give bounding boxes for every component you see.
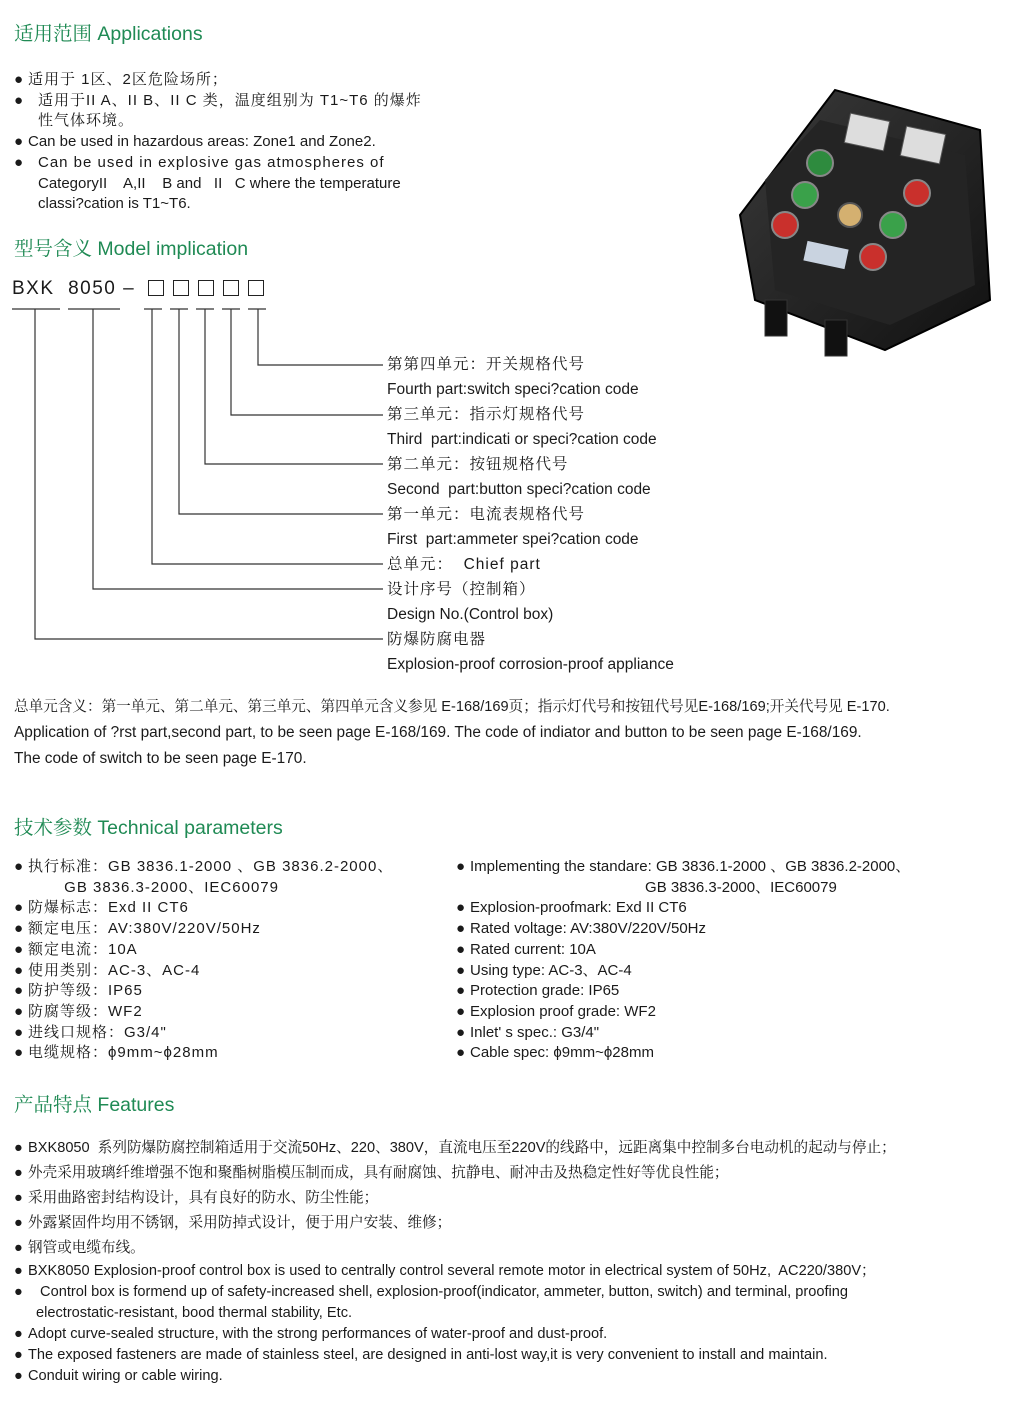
list-item: CategoryII A,II B and II C where the temperature	[38, 174, 401, 192]
technical-en-list	[456, 857, 1016, 1064]
label-first-cn: 第一单元：电流表规格代号	[387, 506, 586, 523]
cable-gland-icon	[765, 300, 787, 336]
list-item: ● Inlet' s spec.: G3/4"	[456, 1023, 600, 1041]
list-item: ● 额定电压：AV:380V/220V/50Hz	[14, 920, 261, 938]
label-appliance-en: Explosion-proof corrosion-proof appliance	[387, 656, 674, 673]
indicator-light-icon	[807, 150, 833, 176]
list-item: ● 采用曲路密封结构设计，具有良好的防水、防尘性能；	[14, 1190, 379, 1206]
label-fourth-cn: 第第四单元：开关规格代号	[387, 356, 586, 373]
list-item: ● Explosion-proofmark: Exd II CT6	[456, 899, 687, 917]
applications-list	[14, 70, 474, 215]
label-first-en: First part:ammeter spei?cation code	[387, 531, 639, 548]
applications-heading: 适用范围 Applications	[14, 23, 203, 45]
note-line: Application of ?rst part,second part, to be seen page E-168/169. The code of indiator and button to be seen page E-168/169.	[14, 724, 862, 741]
list-item: ● Explosion proof grade: WF2	[456, 1002, 656, 1020]
list-item: classi?cation is T1~T6.	[38, 195, 191, 213]
list-item: 性气体环境。	[38, 112, 135, 130]
list-item: ● 外露紧固件均用不锈钢，采用防掉式设计，便于用户安装、维修；	[14, 1215, 452, 1231]
green-button-icon	[792, 182, 818, 208]
list-item: ● Rated current: 10A	[456, 940, 596, 958]
list-item: ● 适用于II A、II B、II C 类，温度组别为 T1~T6 的爆炸	[14, 91, 422, 109]
note-line: 总单元含义：第一单元、第二单元、第三单元、第四单元含义参见 E-168/169页；指示灯代号和按钮代号见E-168/169;开关代号见 E-170.	[14, 699, 890, 715]
list-item: ● Can be used in hazardous areas: Zone1 and Zone2.	[14, 133, 376, 151]
list-item: ● Conduit wiring or cable wiring.	[14, 1368, 223, 1384]
list-item: ● 钢管或电缆布线。	[14, 1240, 145, 1256]
list-item: ● BXK8050 Explosion-proof control box is used to centrally control several remote motor in electrical system of 50Hz, AC220/380V；	[14, 1263, 876, 1279]
list-item: ● 外壳采用玻璃纤维增强不饱和聚酯树脂模压制而成，具有耐腐蚀、抗静电、耐冲击及热稳定性好等优良性能；	[14, 1165, 729, 1181]
list-item: ● The exposed fasteners are made of stainless steel, are designed in anti-lost way,it is very convenient to install and maintain.	[14, 1347, 828, 1363]
list-item: GB 3836.3-2000、IEC60079	[470, 878, 837, 896]
list-item: ● 防腐等级：WF2	[14, 1002, 143, 1020]
green-button-icon	[880, 212, 906, 238]
features-heading: 产品特点 Features	[14, 1094, 175, 1116]
label-fourth-en: Fourth part:switch speci?cation code	[387, 381, 639, 398]
list-item: ● Cable spec: ϕ9mm~ϕ28mm	[456, 1044, 654, 1062]
list-item: ● Can be used in explosive gas atmospheres of	[14, 153, 385, 171]
list-item: ● 执行标准：GB 3836.1-2000 、GB 3836.2-2000、	[14, 858, 394, 875]
model-heading: 型号含义 Model implication	[14, 238, 249, 260]
red-button-icon	[860, 244, 886, 270]
features-list	[14, 1136, 1019, 1387]
technical-cn-list	[14, 857, 444, 1064]
label-third-cn: 第三单元：指示灯规格代号	[387, 406, 586, 423]
list-item: ● BXK8050 系列防爆防腐控制箱适用于交流50Hz、220、380V，直流电压至220V的线路中，远距离集中控制多台电动机的起动与停止；	[14, 1140, 896, 1156]
label-design-en: Design No.(Control box)	[387, 606, 554, 623]
list-item: ● 额定电流：10A	[14, 940, 138, 958]
selector-switch-icon	[838, 203, 862, 227]
list-item: ● 适用于 1区、2区危险场所；	[14, 71, 228, 88]
label-chief-part: 总单元： Chief part	[387, 556, 541, 573]
red-button-icon	[772, 212, 798, 238]
cable-gland-icon	[825, 320, 847, 356]
control-box-image	[725, 85, 1015, 375]
list-item: ● 使用类别：AC-3、AC-4	[14, 961, 201, 979]
list-item: ● Rated voltage: AV:380V/220V/50Hz	[456, 920, 706, 938]
model-notes	[14, 694, 1019, 772]
list-item: GB 3836.3-2000、IEC60079	[28, 878, 279, 896]
list-item: ● 防护等级：IP65	[14, 982, 143, 1000]
list-item: ● Implementing the standare: GB 3836.1-2000 、GB 3836.2-2000、	[456, 858, 911, 875]
list-item: ● Adopt curve-sealed structure, with the strong performances of water-proof and dust-proof.	[14, 1326, 608, 1342]
technical-heading: 技术参数 Technical parameters	[14, 817, 283, 839]
red-button-icon	[904, 180, 930, 206]
model-diagram-lines	[0, 290, 400, 650]
list-item: electrostatic-resistant, bood thermal stability, Etc.	[36, 1305, 353, 1321]
label-third-en: Third part:indicati or speci?cation code	[387, 431, 657, 448]
note-line: The code of switch to be seen page E-170.	[14, 750, 307, 767]
label-second-cn: 第二单元：按钮规格代号	[387, 456, 569, 473]
list-item: ● 防爆标志：Exd II CT6	[14, 899, 189, 917]
list-item: ● Using type: AC-3、AC-4	[456, 961, 632, 979]
list-item: ● Control box is formend up of safety-increased shell, explosion-proof(indicator, ammeter, button, switch) and terminal, proofing	[14, 1284, 848, 1300]
list-item: ● 进线口规格：G3/4"	[14, 1023, 167, 1041]
label-design-cn: 设计序号（控制箱）	[387, 581, 536, 598]
label-appliance-cn: 防爆防腐电器	[387, 631, 487, 648]
list-item: ● Protection grade: IP65	[456, 982, 620, 1000]
list-item: ● 电缆规格：ϕ9mm~ϕ28mm	[14, 1044, 219, 1062]
label-second-en: Second part:button speci?cation code	[387, 481, 651, 498]
model-code-prefix: BXK 8050 –	[12, 278, 136, 299]
